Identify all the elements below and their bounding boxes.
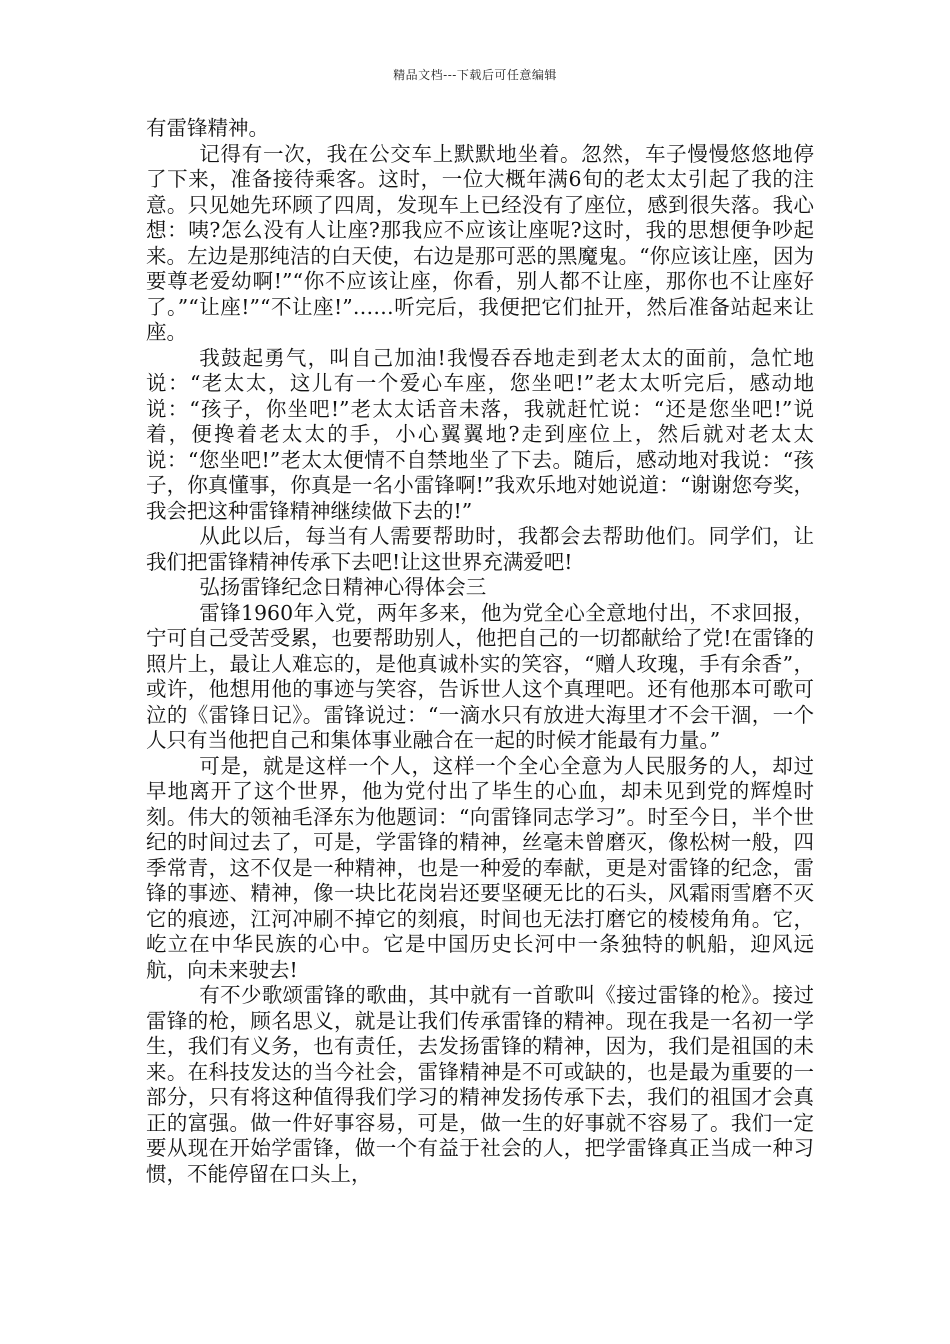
page-header: 精品文档---下载后可任意编辑 xyxy=(393,68,557,82)
document-body xyxy=(146,116,814,1187)
paragraph-giving-seat: 我鼓起勇气，叫自己加油!我慢吞吞地走到老太太的面前，急忙地说：“老太太，这儿有一个爱心车座，您坐吧!”老太太听完后，感动地说：“孩子，你坐吧!”老太太话音未落，我就赶忙说：“还是您坐吧!”说着，便搀着老太太的手，小心翼翼地?走到座位上，然后就对老太太说：“您坐吧!”老太太便情不自禁地坐了下去。随后，感动地对我说：“孩子，你真懂事，你真是一名小雷锋啊!”我欢乐地对她说道：“谢谢您夸奖，我会把这种雷锋精神继续做下去的!” xyxy=(146,345,814,523)
paragraph-continuation: 有雷锋精神。 xyxy=(146,116,269,140)
section-heading: 弘扬雷锋纪念日精神心得体会三 xyxy=(199,575,487,599)
paragraph-songs: 有不少歌颂雷锋的歌曲，其中就有一首歌叫《接过雷锋的枪》。接过雷锋的枪，顾名思义，就是让我们传承雷锋的精神。现在我是一名初一学生，我们有义务，也有责任，去发扬雷锋的精神，因为，我们是祖国的未来。在科技发达的当今社会，雷锋精神是不可或缺的，也是最为重要的一部分，只有将这种值得我们学习的精神发扬传承下去，我们的祖国才会真正的富强。做一件好事容易，可是，做一生的好事就不容易了。我们一定要从现在开始学雷锋，做一个有益于社会的人，把学雷锋真正当成一种习惯，不能停留在口头上， xyxy=(146,983,814,1186)
paragraph-lei-feng-party: 雷锋1960年入党，两年多来，他为党全心全意地付出，不求回报，宁可自己受苦受累，也要帮助别人，他把自己的一切都献给了党!在雷锋的照片上，最让人难忘的，是他真诚朴实的笑容，“赠人玫瑰，手有余香”，或许，他想用他的事迹与笑容，告诉世人这个真理吧。还有他那本可歌可泣的《雷锋日记》。雷锋说过：“一滴水只有放进大海里才不会干涸，一个人只有当他把自己和集体事业融合在一起的时候才能最有力量。” xyxy=(146,600,814,752)
paragraph-conclusion: 从此以后，每当有人需要帮助时，我都会去帮助他们。同学们，让我们把雷锋精神传承下去吧!让这世界充满爱吧! xyxy=(146,524,814,574)
paragraph-bus-story: 记得有一次，我在公交车上默默地坐着。忽然，车子慢慢悠悠地停了下来，准备接待乘客。这时，一位大概年满6旬的老太太引起了我的注意。只见她先环顾了四周，发现车上已经没有了座位，感到很失落。我心想：咦?怎么没有人让座?那我应不应该让座呢?这时，我的思想便争吵起来。左边是那纯洁的白天使，右边是那可恶的黑魔鬼。“你应该让座，因为要尊老爱幼啊!”“你不应该让座，你看，别人都不让座，那你也不让座好了。”“让座!”“不让座!”……听完后，我便把它们扯开，然后准备站起来让座。 xyxy=(146,141,814,344)
paragraph-lei-feng-legacy: 可是，就是这样一个人，这样一个全心全意为人民服务的人，却过早地离开了这个世界，他为党付出了毕生的心血，却未见到党的辉煌时刻。伟大的领袖毛泽东为他题词：“向雷锋同志学习”。时至今日，半个世纪的时间过去了，可是，学雷锋的精神，丝毫未曾磨灭，像松树一般，四季常青，这不仅是一种精神，也是一种爱的奉献，更是对雷锋的纪念，雷锋的事迹、精神，像一块比花岗岩还要坚硬无比的石头，风霜雨雪磨不灭它的痕迹，江河冲刷不掉它的刻痕，时间也无法打磨它的棱棱角角。它，屹立在中华民族的心中。它是中国历史长河中一条独特的帆船，迎风远航，向未来驶去! xyxy=(146,753,814,982)
